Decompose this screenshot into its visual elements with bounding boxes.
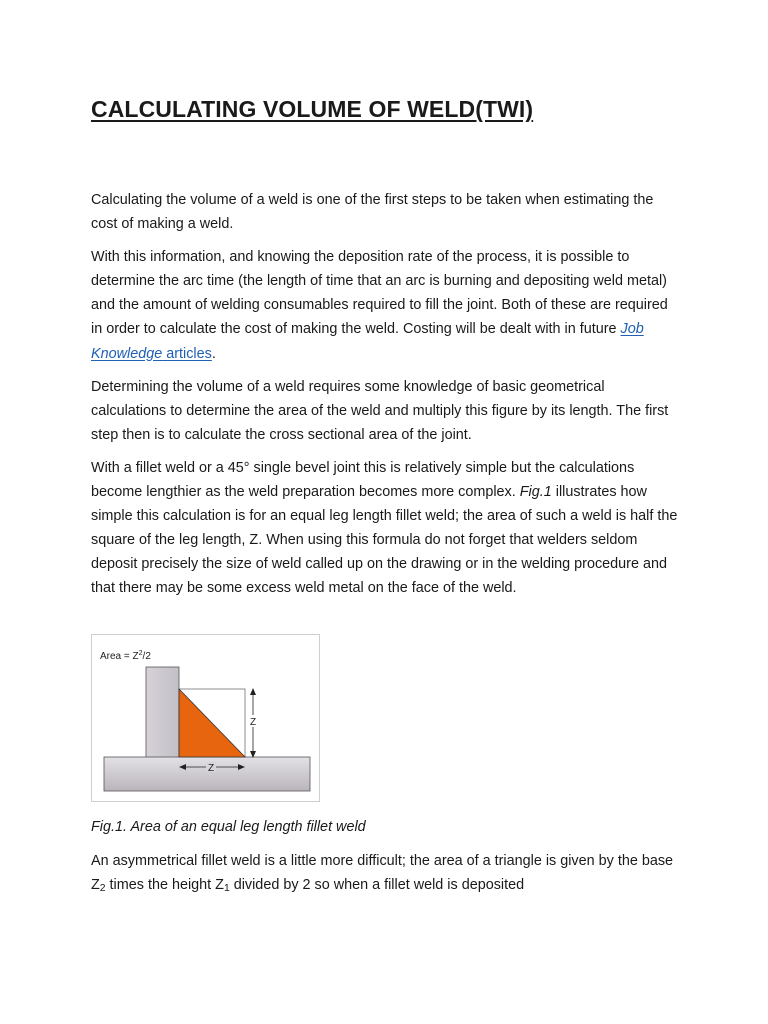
subscript-2: 2 — [99, 883, 106, 895]
z-vertical-label: Z — [250, 717, 257, 728]
fillet-weld-triangle — [179, 689, 245, 757]
paragraph-asymmetrical — [91, 849, 681, 901]
paragraph-fillet-text-2: illustrates how simple this calculation is for an equal leg length fillet weld; the area of such a weld is half the square of the leg length, Z. When using this formula do not forget that welders seldom deposit precisely the size of weld called up on the drawing or in the welding procedure and that there may be some excess weld metal on the face of the weld. — [91, 484, 678, 597]
paragraph-asym-text-1: An asymmetrical fillet weld is a little more difficult; the area of a triangle is given by the base Z — [91, 853, 674, 894]
paragraph-asym-text-3: divided by 2 so when a fillet weld is deposited — [229, 877, 525, 894]
fillet-weld-figure — [91, 634, 320, 802]
paragraph-arc-time — [91, 245, 681, 365]
paragraph-arc-time-end: . — [211, 345, 216, 362]
fig-reference: Fig.1 — [519, 484, 552, 501]
arrow-up-icon — [250, 688, 256, 695]
link-italic-part: Job Knowledge — [91, 321, 644, 362]
paragraph-arc-time-text: With this information, and knowing the deposition rate of the process, it is possible to determine the arc time (the length of time that an arc is burning and depositing weld metal) and the amount of welding consumables required to fill the joint. Both of these are required in order to calculate the cost of making the weld. Costing will be dealt with in future — [91, 249, 668, 338]
subscript-1: 1 — [223, 883, 230, 895]
document-title: CALCULATING VOLUME OF WELD(TWI) — [91, 96, 534, 122]
paragraph-intro: Calculating the volume of a weld is one of the first steps to be taken when estimating the cost of making a weld. — [91, 192, 654, 233]
z-horizontal-label: Z — [208, 763, 215, 774]
fillet-weld-diagram — [92, 635, 319, 801]
link-rest-part: articles — [162, 345, 212, 362]
upright-plate — [146, 667, 179, 760]
paragraph-geometry: Determining the volume of a weld requires some knowledge of basic geometrical calculations to determine the area of the weld and multiply this figure by its length. The first step then is to calculate the cross sectional area of the joint. — [91, 378, 669, 443]
paragraph-asym-text-2: times the height Z — [105, 877, 224, 894]
area-formula-label: Area = $Z^2/2$ — [100, 650, 151, 662]
document-body — [91, 188, 681, 610]
paragraph-fillet-text-1: With a fillet weld or a 45° single bevel joint this is relatively simple but the calculations become lengthier as the weld preparation becomes more complex. — [91, 459, 635, 501]
paragraph-fillet-weld — [91, 456, 681, 601]
figure-caption: Fig.1. Area of an equal leg length fillet weld — [91, 819, 366, 835]
